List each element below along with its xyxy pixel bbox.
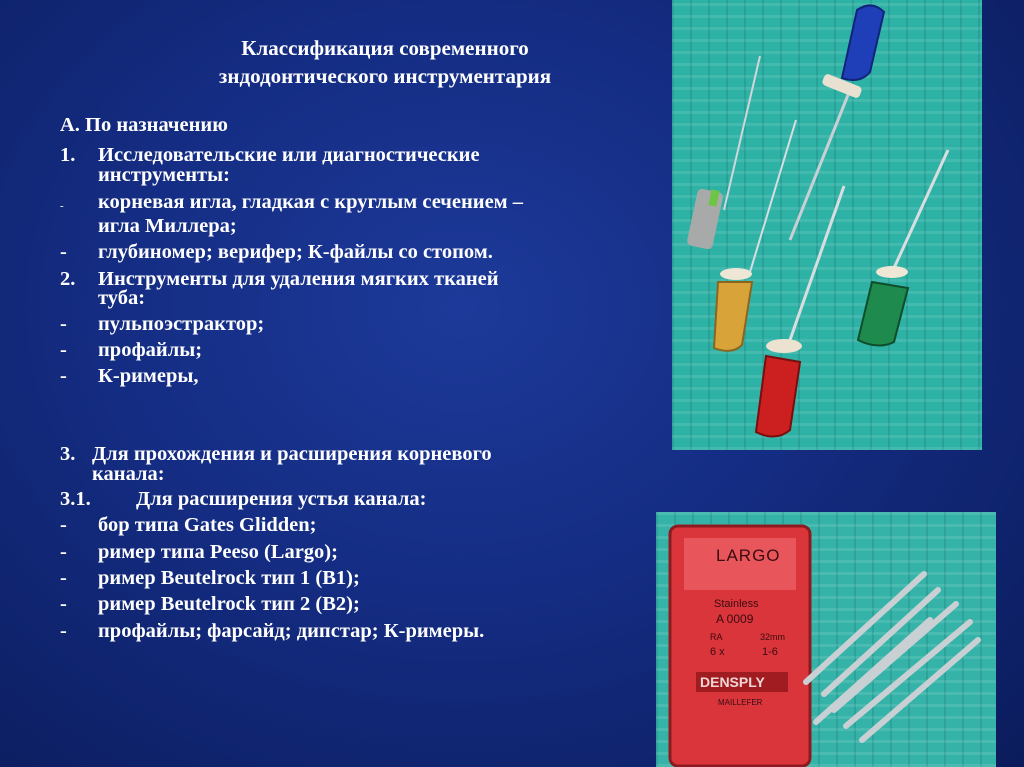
line-marker: 3. <box>60 443 76 465</box>
line-text: инструменты: <box>98 164 230 186</box>
line-text: Для прохождения и расширения корневого <box>92 443 492 465</box>
package-count: 6 x <box>710 646 725 658</box>
line-marker: 1. <box>60 144 76 166</box>
title-line-1: Классификация современного <box>241 36 529 60</box>
package-material: Stainless <box>714 598 759 610</box>
package-ra: RA <box>710 632 723 642</box>
line-text: А. По назначению <box>60 114 228 136</box>
line-text: корневая игла, гладкая с круглым сечением – <box>98 191 524 213</box>
line-marker: - <box>60 541 67 563</box>
line-text: туба: <box>98 287 146 309</box>
line-marker: 3.1. <box>60 488 91 510</box>
line-text: К-римеры, <box>98 365 199 387</box>
line-text: бор типа Gates Glidden; <box>98 514 317 536</box>
largo-package-photo <box>656 512 996 767</box>
line-marker: - <box>60 620 67 642</box>
package-sub-maker: MAILLEFER <box>718 698 763 707</box>
line-text: профайлы; фарсайд; дипстар; К-римеры. <box>98 620 485 642</box>
line-text: ример Beutelrock тип 1 (В1); <box>98 567 360 589</box>
slide-title <box>140 34 630 90</box>
line-text: Исследовательские или диагностические <box>98 144 480 166</box>
package-brand: LARGO <box>716 546 781 565</box>
line-marker: - <box>60 514 67 536</box>
line-text: глубиномер; верифер; К-файлы со стопом. <box>98 241 493 263</box>
line-text: ример типа Peeso (Largo); <box>98 541 338 563</box>
title-line-2: зндодонтического инструментария <box>218 64 552 88</box>
line-marker: - <box>60 339 67 361</box>
line-text: пульпоэстрактор; <box>98 313 265 335</box>
line-text: ример Beutelrock тип 2 (В2); <box>98 593 360 615</box>
line-marker: - <box>60 241 67 263</box>
line-text: Инструменты для удаления мягких тканей <box>98 268 499 290</box>
line-text: Для расширения устья канала: <box>136 488 427 510</box>
line-text: профайлы; <box>98 339 203 361</box>
package-maker: DENSPLY <box>700 674 765 690</box>
line-marker: - <box>60 593 67 615</box>
line-text: канала: <box>92 463 165 485</box>
line-marker: - <box>60 365 67 387</box>
line-marker: 2. <box>60 268 76 290</box>
line-marker: - <box>60 200 64 212</box>
package-length: 32mm <box>760 632 786 642</box>
instruments-illustration <box>672 0 982 450</box>
line-marker: - <box>60 313 67 335</box>
largo-illustration <box>656 512 996 767</box>
instruments-photo <box>672 0 982 450</box>
line-marker: - <box>60 567 67 589</box>
package-sizes: 1-6 <box>762 646 778 658</box>
line-text: игла Миллера; <box>98 215 237 237</box>
package-code: A 0009 <box>716 612 754 626</box>
